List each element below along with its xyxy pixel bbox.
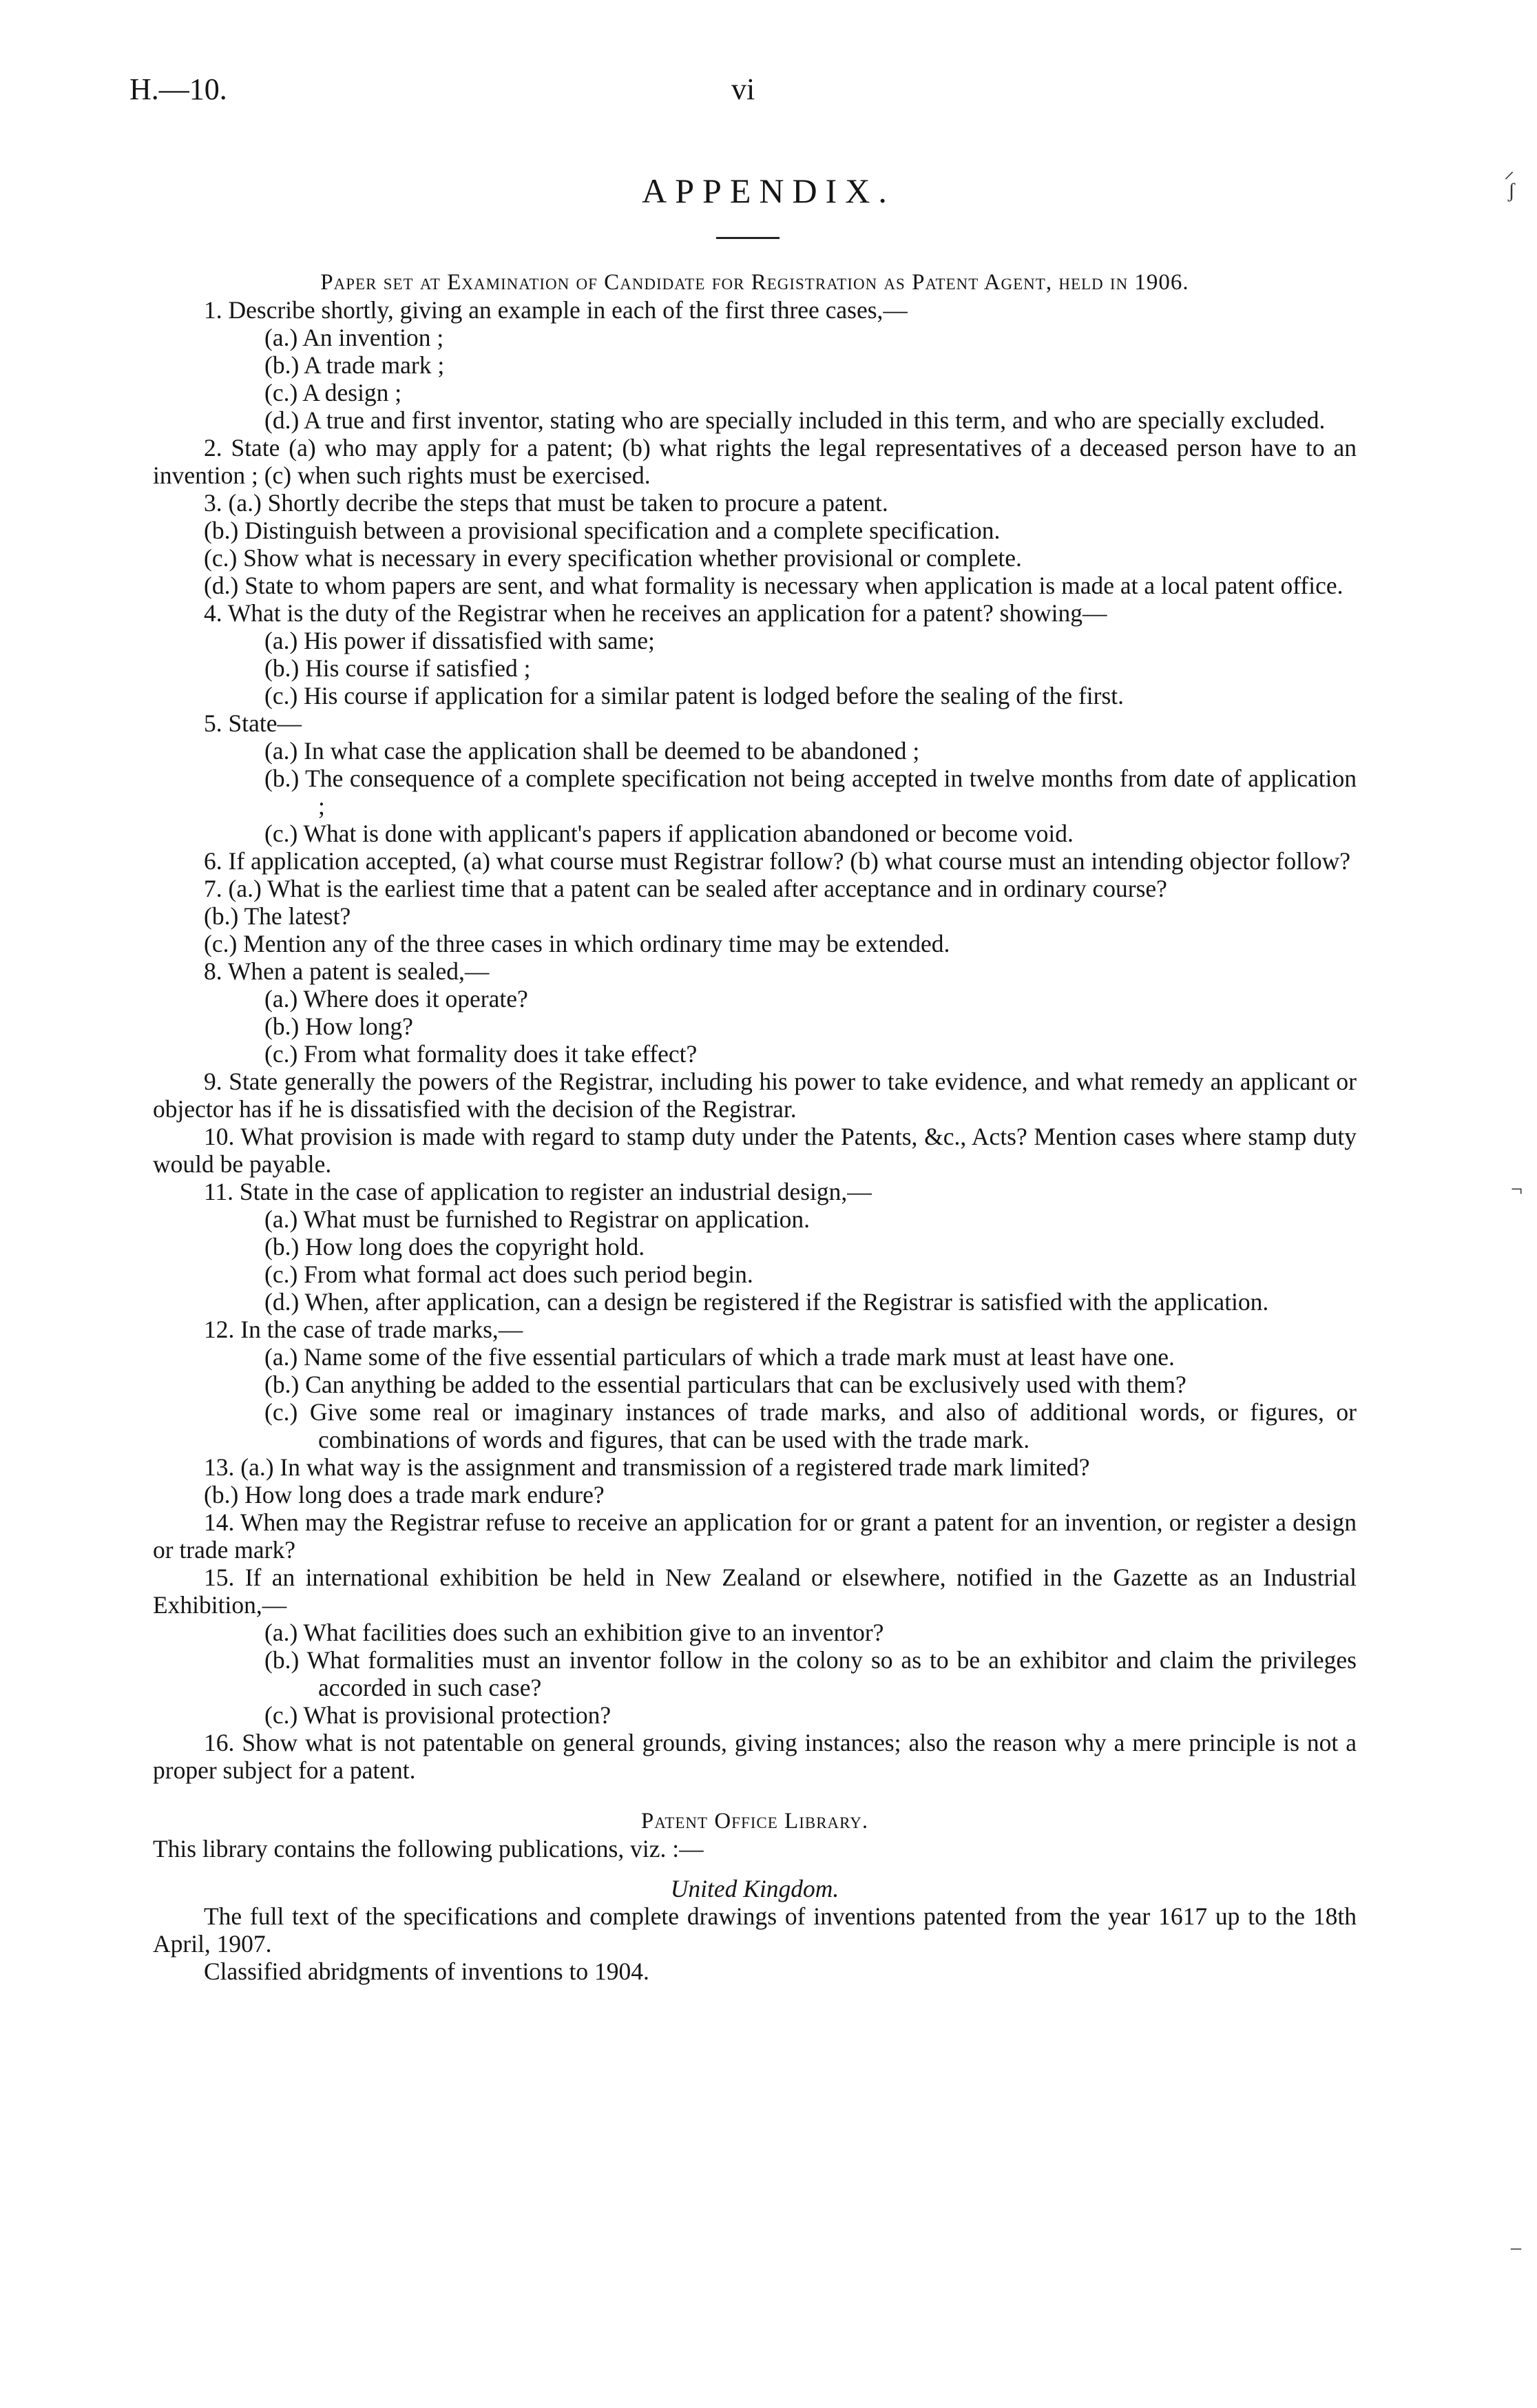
exam-questions (153, 296, 1357, 1784)
question-line: 1. Describe shortly, giving an example in each of the first three cases,— (204, 296, 908, 324)
sub-question-line: (c.) What is done with applicant's papers if application abandoned or become void. (264, 820, 1074, 847)
library-item: The full text of the specifications and complete drawings of inventions patented from the year 1617 up to the 18th April, 1907. (153, 1902, 1357, 1958)
question-line: 4. What is the duty of the Registrar when he receives an application for a patent? showing— (204, 599, 1107, 627)
question-line: 9. State generally the powers of the Registrar, including his power to take evidence, and what remedy an applicant or objector has if he is dissatisfied with the decision of the Registrar. (153, 1068, 1357, 1123)
sub-question-line: (b.) The consequence of a complete specification not being accepted in twelve months from date of application ; (264, 765, 1357, 820)
question-line: (b.) The latest? (204, 902, 351, 930)
title-rule (716, 237, 780, 239)
question-line: 6. If application accepted, (a) what course must Registrar follow? (b) what course must an intending objector follow? (204, 847, 1350, 875)
margin-mark: ⸝ (1504, 160, 1514, 183)
exam-subtitle: Paper set at Examination of Candidate for Registration as Patent Agent, held in 1906. (320, 270, 1189, 295)
library-item: Classified abridgments of inventions to 1904. (204, 1958, 649, 1985)
sub-question-line: (a.) Name some of the five essential particulars of which a trade mark must at least have one. (264, 1343, 1175, 1371)
question-line: 11. State in the case of application to register an industrial design,— (204, 1178, 872, 1205)
question-line: 2. State (a) who may apply for a patent; (b) what rights the legal representatives of a deceased person have to an invention ; (c) when such rights must be exercised. (153, 434, 1357, 489)
sub-question-line: (d.) When, after application, can a design be registered if the Registrar is satisfied with the application. (264, 1288, 1269, 1316)
page-number: vi (731, 72, 755, 106)
question-line: (c.) Mention any of the three cases in which ordinary time may be extended. (204, 930, 950, 957)
question-line: 15. If an international exhibition be held in New Zealand or elsewhere, notified in the Gazette as an Industrial Exhibition,— (153, 1564, 1357, 1619)
sub-question-line: (b.) A trade mark ; (264, 351, 445, 379)
sub-question-line: (a.) In what case the application shall be deemed to be abandoned ; (264, 737, 920, 765)
margin-mark: ¬ (1511, 1178, 1523, 1201)
sub-question-line: (c.) Give some real or imaginary instances of trade marks, and also of additional words, or figures, or combinations of words and figures, that can be used with the trade mark. (264, 1398, 1357, 1453)
question-line: 3. (a.) Shortly decribe the steps that must be taken to procure a patent. (204, 489, 888, 517)
sub-question-line: (b.) What formalities must an inventor follow in the colony so as to be an exhibitor and claim the privileges accorded in such case? (264, 1646, 1357, 1701)
sub-question-line: (d.) A true and first inventor, stating who are specially included in this term, and who are specially excluded. (264, 406, 1326, 434)
sub-question-line: (a.) An invention ; (264, 324, 444, 351)
library-intro: This library contains the following publications, viz. :— (153, 1835, 704, 1862)
question-line: (c.) Show what is necessary in every specification whether provisional or complete. (204, 544, 1022, 572)
library-heading: Patent Office Library. (640, 1809, 869, 1834)
sub-question-line: (c.) From what formal act does such period begin. (264, 1260, 753, 1288)
sub-question-line: (a.) His power if dissatisfied with same; (264, 627, 655, 654)
question-line: 7. (a.) What is the earliest time that a patent can be sealed after acceptance and in ordinary course? (204, 875, 1167, 902)
margin-mark: – (1511, 2236, 1521, 2259)
question-line: 16. Show what is not patentable on general grounds, giving instances; also the reason why a mere principle is not a proper subject for a patent. (153, 1729, 1357, 1784)
sub-question-line: (a.) What facilities does such an exhibition give to an inventor? (264, 1619, 884, 1646)
sub-question-line: (a.) What must be furnished to Registrar on application. (264, 1205, 810, 1233)
sub-question-line: (b.) Can anything be added to the essential particulars that can be exclusively used with them? (264, 1371, 1186, 1398)
question-line: (b.) How long does a trade mark endure? (204, 1481, 605, 1508)
sub-question-line: (b.) How long? (264, 1013, 413, 1040)
question-line: 12. In the case of trade marks,— (204, 1316, 523, 1343)
page-header-reference: H.—10. (129, 72, 227, 106)
document-body (153, 269, 1357, 1985)
sub-question-line: (b.) His course if satisfied ; (264, 654, 531, 682)
sub-question-line: (c.) His course if application for a similar patent is lodged before the sealing of the first. (264, 682, 1125, 709)
question-line: 8. When a patent is sealed,— (204, 957, 490, 985)
sub-question-line: (a.) Where does it operate? (264, 985, 528, 1013)
appendix-title: APPENDIX. (642, 172, 895, 210)
margin-mark: ʃ (1508, 179, 1515, 202)
sub-question-line: (c.) What is provisional protection? (264, 1701, 611, 1729)
question-line: 13. (a.) In what way is the assignment and transmission of a registered trade mark limited? (204, 1453, 1090, 1481)
sub-question-line: (c.) A design ; (264, 379, 402, 406)
sub-question-line: (b.) How long does the copyright hold. (264, 1233, 645, 1260)
question-line: (b.) Distinguish between a provisional specification and a complete specification. (204, 517, 1001, 544)
library-region-heading: United Kingdom. (670, 1875, 839, 1902)
question-line: 10. What provision is made with regard to stamp duty under the Patents, &c., Acts? Mention cases where stamp duty would be payable. (153, 1123, 1357, 1178)
question-line: 5. State— (204, 709, 302, 737)
question-line: (d.) State to whom papers are sent, and what formality is necessary when application is made at a local patent office. (204, 572, 1343, 599)
sub-question-line: (c.) From what formality does it take effect? (264, 1040, 698, 1068)
question-line: 14. When may the Registrar refuse to receive an application for or grant a patent for an invention, or register a design or trade mark? (153, 1508, 1357, 1564)
